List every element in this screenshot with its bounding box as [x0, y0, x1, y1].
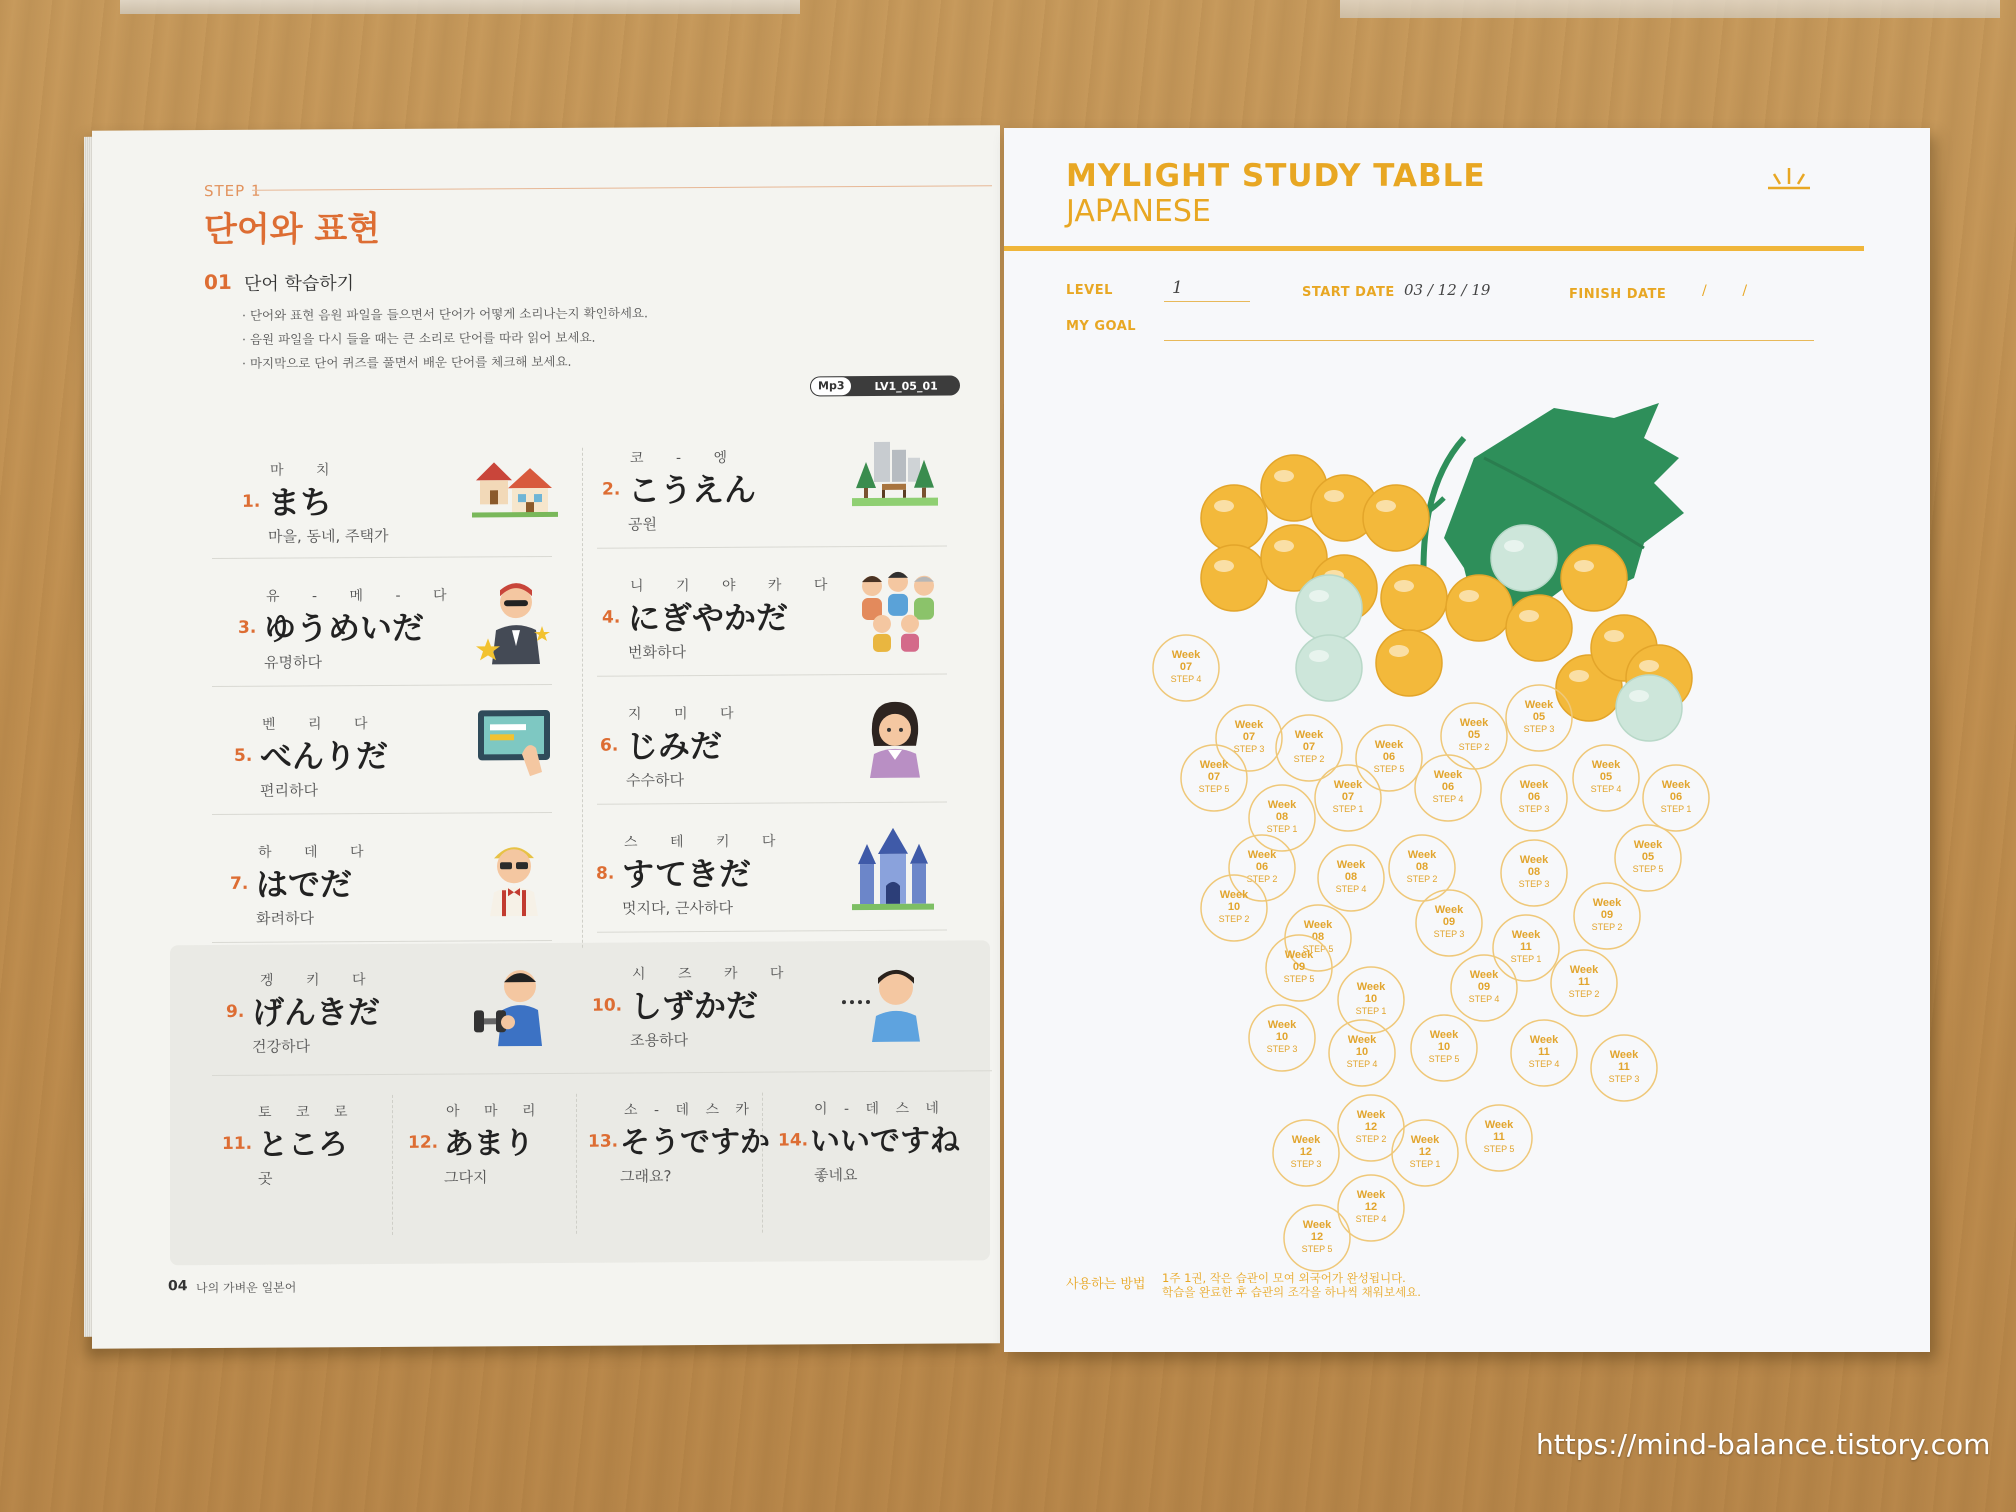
grape-week-number: 08 [1344, 871, 1358, 883]
filled-grape[interactable] [1201, 545, 1267, 611]
filled-grape[interactable] [1616, 675, 1682, 741]
goal-line [1164, 340, 1814, 341]
grape-week-label: Week [1459, 717, 1489, 729]
row-divider [212, 556, 552, 559]
grape-step-label: STEP 4 [1590, 784, 1622, 794]
grape-week-label: Week [1267, 1019, 1297, 1031]
vocab-meaning: 곳 [258, 1169, 273, 1188]
houses-icon [472, 450, 558, 521]
grape-step-label: STEP 2 [1406, 874, 1438, 884]
grape-week-number: 12 [1418, 1146, 1432, 1158]
grape-shine [1309, 650, 1329, 662]
grape-week-label: Week [1410, 1134, 1440, 1146]
grape-week-label: Week [1356, 981, 1386, 993]
textbook-page-left [92, 125, 1000, 1349]
grape-step-label: STEP 2 [1293, 754, 1325, 764]
vocab-word: げんきだ [252, 993, 381, 1032]
vocab-meaning: 유명하다 [264, 653, 322, 672]
vocab-number: 5. [234, 745, 253, 766]
grape-shine [1214, 500, 1234, 512]
instruction-line: · 마지막으로 단어 퀴즈를 풀면서 배운 단어를 체크해 보세요. [242, 353, 572, 371]
grape-week-label: Week [1661, 779, 1691, 791]
grape-week-label: Week [1219, 889, 1249, 901]
vocab-reading: 니 기 야 카 다 [630, 577, 842, 595]
castle-icon [852, 824, 934, 913]
vocab-meaning: 마을, 동네, 주택가 [268, 526, 389, 546]
vocab-reading: 소 - 데 스 카 [624, 1101, 755, 1119]
grape-week-label: Week [1291, 1134, 1321, 1146]
grape-shine [1274, 470, 1294, 482]
grape-week-label: Week [1171, 649, 1201, 661]
grape-week-label: Week [1234, 719, 1264, 731]
grape-shine [1274, 540, 1294, 552]
grape-week-label: Week [1569, 964, 1599, 976]
instruction-line: · 단어와 표현 음원 파일을 들으면서 단어가 어떻게 소리나는지 확인하세요. [242, 305, 648, 323]
grape-shine [1629, 690, 1649, 702]
grape-week-number: 09 [1600, 909, 1614, 921]
finish-date-value[interactable]: / / [1702, 283, 1748, 299]
grape-shine [1376, 500, 1396, 512]
flashy-man-icon [478, 834, 550, 916]
row-divider [212, 812, 552, 815]
grape-week-number: 09 [1292, 961, 1306, 973]
grape-week-label: Week [1333, 779, 1363, 791]
grape-week-label: Week [1434, 904, 1464, 916]
grape-step-label: STEP 3 [1608, 1074, 1640, 1084]
vocab-meaning: 멋지다, 근사하다 [622, 898, 733, 918]
filled-grape[interactable] [1446, 575, 1512, 641]
vocab-meaning: 화려하다 [256, 909, 314, 928]
grape-week-label: Week [1302, 1219, 1332, 1231]
grape-step-label: STEP 4 [1432, 794, 1464, 804]
grape-week-label: Week [1524, 699, 1554, 711]
title-rule [1004, 246, 1864, 251]
start-date-label: START DATE [1302, 285, 1395, 300]
grape-step-label: STEP 1 [1660, 804, 1692, 814]
grape-shine [1324, 490, 1344, 502]
grape-step-label: STEP 3 [1290, 1159, 1322, 1169]
grape-step-label: STEP 1 [1266, 824, 1298, 834]
grape-week-label: Week [1511, 929, 1541, 941]
grape-week-number: 07 [1207, 771, 1221, 783]
vocab-number: 6. [600, 735, 619, 756]
grape-step-label: STEP 5 [1373, 764, 1405, 774]
vocab-word: いいですね [810, 1123, 960, 1160]
grape-step-label: STEP 1 [1409, 1159, 1441, 1169]
park-icon [852, 438, 938, 511]
vocab-reading: 토 코 로 [258, 1104, 358, 1121]
grape-step-label: STEP 3 [1518, 804, 1550, 814]
goal-label: MY GOAL [1066, 319, 1137, 334]
grape-step-label: STEP 2 [1218, 914, 1250, 924]
page-number: 04 [168, 1278, 188, 1295]
grape-step-label: STEP 2 [1458, 742, 1490, 752]
grape-step-label: STEP 5 [1198, 784, 1230, 794]
row-divider [597, 546, 947, 549]
grape-step-label: STEP 4 [1346, 1059, 1378, 1069]
grape-week-number: 07 [1179, 661, 1193, 673]
grape-shine [1214, 560, 1234, 572]
grape-week-number: 08 [1527, 866, 1541, 878]
grape-step-label: STEP 3 [1266, 1044, 1298, 1054]
grape-week-number: 10 [1227, 901, 1241, 913]
grape-week-label: Week [1592, 897, 1622, 909]
vocab-number: 10. [592, 995, 623, 1016]
grape-week-number: 11 [1618, 1061, 1630, 1073]
grape-step-label: STEP 5 [1301, 1244, 1333, 1254]
vocab-word: あまり [444, 1126, 534, 1162]
grape-step-label: STEP 3 [1518, 879, 1550, 889]
grape-shine [1459, 590, 1479, 602]
grape-week-label: Week [1356, 1189, 1386, 1201]
grape-step-label: STEP 5 [1302, 944, 1334, 954]
vocab-word: こうえん [628, 470, 757, 510]
grape-step-label: STEP 3 [1233, 744, 1265, 754]
vocab-reading: 지 미 다 [628, 705, 748, 723]
plastic-sleeve-edge [1340, 0, 2000, 18]
grape-week-number: 10 [1355, 1046, 1369, 1058]
grape-step-label: STEP 1 [1332, 804, 1364, 814]
grape-week-number: 10 [1437, 1041, 1451, 1053]
divider [252, 185, 992, 191]
column-divider [582, 448, 584, 948]
grape-step-label: STEP 4 [1528, 1059, 1560, 1069]
grape-step-label: STEP 2 [1591, 922, 1623, 932]
grape-tracker [1004, 348, 1930, 1358]
vocab-reading: 마 치 [270, 462, 344, 479]
grape-shine [1504, 540, 1524, 552]
sunrise-logo-icon [1764, 162, 1814, 192]
vocab-word: べんりだ [260, 736, 389, 776]
grape-week-number: 11 [1538, 1046, 1550, 1058]
grape-week-label: Week [1294, 729, 1324, 741]
grape-week-number: 09 [1442, 916, 1456, 928]
grape-week-number: 05 [1599, 771, 1613, 783]
vocab-word: はでだ [256, 865, 353, 904]
step-label: STEP 1 [204, 181, 262, 201]
grape-shine [1574, 560, 1594, 572]
grape-step-label: STEP 4 [1355, 1214, 1387, 1224]
start-date-value[interactable]: 03 / 12 / 19 [1404, 281, 1491, 299]
vocab-reading: 시 즈 카 다 [632, 965, 798, 983]
blog-watermark: https://mind-balance.tistory.com [1536, 1428, 1991, 1461]
grape-step-label: STEP 2 [1246, 874, 1278, 884]
grape-week-number: 08 [1275, 811, 1289, 823]
plastic-sleeve-edge [120, 0, 800, 14]
grape-step-label: STEP 2 [1568, 989, 1600, 999]
grape-week-label: Week [1356, 1109, 1386, 1121]
vocab-reading: 유 - 메 - 다 [266, 587, 461, 605]
vocab-word: そうですか [620, 1124, 770, 1161]
grape-week-number: 08 [1415, 861, 1429, 873]
grape-week-label: Week [1519, 854, 1549, 866]
celebrity-icon [476, 576, 556, 666]
grape-week-label: Week [1469, 969, 1499, 981]
grape-shine [1604, 630, 1624, 642]
row-divider [597, 930, 947, 933]
grape-week-label: Week [1433, 769, 1463, 781]
grape-step-label: STEP 4 [1170, 674, 1202, 684]
filled-grape[interactable] [1376, 630, 1442, 696]
filled-grape[interactable] [1363, 485, 1429, 551]
vocab-number: 9. [226, 1001, 245, 1022]
grape-week-number: 06 [1382, 751, 1396, 763]
grape-step-label: STEP 5 [1283, 974, 1315, 984]
vocab-reading: 코 - 엥 [630, 449, 742, 467]
grape-week-number: 12 [1364, 1121, 1378, 1133]
mp3-tag: Mp3 [810, 376, 852, 396]
page-stack-edge [84, 137, 92, 1337]
vocab-reading: 스 테 키 다 [624, 833, 790, 851]
vocab-word: ところ [258, 1127, 348, 1163]
grape-step-label: STEP 2 [1355, 1134, 1387, 1144]
row-divider [212, 684, 552, 687]
filled-grape[interactable] [1201, 485, 1267, 551]
grape-week-number: 12 [1299, 1146, 1313, 1158]
vocab-reading: 겡 키 다 [260, 972, 380, 989]
grape-shine [1309, 590, 1329, 602]
grape-week-number: 10 [1275, 1031, 1289, 1043]
grape-week-number: 12 [1364, 1201, 1378, 1213]
grape-shine [1519, 610, 1539, 622]
filled-grape[interactable] [1491, 525, 1557, 591]
vocab-number: 8. [596, 863, 615, 884]
vocab-meaning: 좋네요 [814, 1166, 858, 1185]
vocab-number: 13. [588, 1131, 619, 1152]
grape-week-label: Week [1374, 739, 1404, 751]
grape-week-label: Week [1633, 839, 1663, 851]
filled-grape[interactable] [1296, 635, 1362, 701]
vocab-word: しずかだ [630, 986, 759, 1026]
crowd-icon [854, 570, 940, 655]
filled-grape[interactable] [1296, 575, 1362, 641]
finish-date-label: FINISH DATE [1569, 287, 1667, 302]
grape-week-number: 08 [1311, 931, 1325, 943]
vocab-reading: 아 마 리 [446, 1103, 546, 1120]
section-title: 단어 학습하기 [244, 273, 355, 295]
grape-step-label: STEP 3 [1523, 724, 1555, 734]
column-divider [762, 1093, 764, 1233]
usage-label: 사용하는 방법 [1066, 1277, 1146, 1292]
grape-week-number: 05 [1641, 851, 1655, 863]
vocab-word: すてきだ [622, 854, 751, 894]
grape-week-number: 05 [1467, 729, 1481, 741]
grape-week-number: 06 [1669, 791, 1683, 803]
instruction-line: · 음원 파일을 다시 들을 때는 큰 소리로 단어를 따라 읽어 보세요. [242, 329, 596, 347]
row-divider [597, 802, 947, 805]
grape-week-number: 05 [1532, 711, 1546, 723]
vocab-meaning: 편리하다 [260, 781, 318, 800]
grape-week-number: 09 [1477, 981, 1491, 993]
vocab-meaning: 조용하다 [630, 1031, 688, 1050]
study-table-title: MYLIGHT STUDY TABLE [1066, 158, 1486, 194]
grape-week-number: 11 [1520, 941, 1532, 953]
vocab-reading: 하 데 다 [258, 844, 378, 861]
vocab-word: まち [268, 483, 333, 522]
vocab-number: 3. [238, 617, 257, 638]
vocab-meaning: 공원 [628, 515, 657, 534]
grape-week-label: Week [1267, 799, 1297, 811]
vocab-reading: 벤 리 다 [262, 716, 382, 733]
page-title: 단어와 표현 [204, 209, 381, 251]
level-value[interactable]: 1 [1172, 278, 1183, 298]
grape-week-label: Week [1519, 779, 1549, 791]
filled-grape[interactable] [1506, 595, 1572, 661]
grape-week-label: Week [1303, 919, 1333, 931]
grape-week-number: 12 [1310, 1231, 1324, 1243]
grape-step-label: STEP 1 [1355, 1006, 1387, 1016]
row-divider [597, 674, 947, 677]
grape-step-label: STEP 5 [1428, 1054, 1460, 1064]
vocab-number: 1. [242, 491, 261, 512]
grape-week-number: 06 [1527, 791, 1541, 803]
vocab-number: 4. [602, 607, 621, 628]
grape-week-label: Week [1591, 759, 1621, 771]
grape-week-label: Week [1284, 949, 1314, 961]
grape-step-label: STEP 3 [1433, 929, 1465, 939]
vocab-word: じみだ [626, 726, 723, 766]
study-table-subtitle: JAPANESE [1066, 194, 1211, 229]
grape-week-number: 07 [1341, 791, 1355, 803]
grape-shine [1569, 670, 1589, 682]
book-title-footer: 나의 가벼운 일본어 [196, 1280, 297, 1296]
level-line [1164, 301, 1250, 302]
vocab-meaning: 건강하다 [252, 1037, 310, 1056]
vocab-number: 7. [230, 873, 249, 894]
vocab-reading: 이 - 데 스 네 [814, 1100, 945, 1118]
grape-week-number: 11 [1578, 976, 1590, 988]
grape-week-label: Week [1529, 1034, 1559, 1046]
grape-week-number: 10 [1364, 993, 1378, 1005]
grape-step-label: STEP 1 [1510, 954, 1542, 964]
grape-shine [1639, 660, 1659, 672]
quiet-man-icon [838, 958, 926, 1043]
column-divider [576, 1094, 578, 1234]
grape-shine [1394, 580, 1414, 592]
grape-week-label: Week [1199, 759, 1229, 771]
vocab-meaning: 번화하다 [628, 643, 686, 662]
vocab-word: にぎやかだ [628, 598, 789, 638]
grape-step-label: STEP 5 [1632, 864, 1664, 874]
grape-week-label: Week [1247, 849, 1277, 861]
section-number: 01 [204, 269, 232, 295]
plain-girl-icon [860, 698, 930, 778]
vocab-number: 2. [602, 479, 621, 500]
vocab-number: 11. [222, 1133, 253, 1154]
grape-step-label: STEP 4 [1468, 994, 1500, 1004]
filled-grape[interactable] [1561, 545, 1627, 611]
grape-week-number: 11 [1493, 1131, 1505, 1143]
vocab-meaning: 그래요? [620, 1167, 672, 1186]
dumbbell-man-icon [470, 964, 550, 1046]
grape-week-number: 07 [1242, 731, 1256, 743]
screen-icon [476, 706, 552, 778]
vocab-number: 14. [778, 1130, 809, 1151]
grape-week-number: 07 [1302, 741, 1316, 753]
level-label: LEVEL [1066, 283, 1113, 298]
study-table-page [1004, 128, 1930, 1352]
grape-week-label: Week [1347, 1034, 1377, 1046]
grape-week-number: 06 [1255, 861, 1269, 873]
vocab-number: 12. [408, 1132, 439, 1153]
vocab-meaning: 수수하다 [626, 771, 684, 790]
vocab-meaning: 그다지 [444, 1168, 488, 1187]
grape-step-label: STEP 5 [1483, 1144, 1515, 1154]
grape-week-label: Week [1407, 849, 1437, 861]
filled-grape[interactable] [1381, 565, 1447, 631]
usage-line: 1주 1권, 작은 습관이 모여 외국어가 완성됩니다. [1162, 1271, 1406, 1285]
grape-week-label: Week [1484, 1119, 1514, 1131]
mp3-badge [810, 375, 960, 396]
usage-line: 학습을 완료한 후 습관의 조각을 하나씩 채워보세요. [1162, 1285, 1421, 1299]
column-divider [392, 1095, 394, 1235]
grape-week-number: 06 [1441, 781, 1455, 793]
grape-step-label: STEP 4 [1335, 884, 1367, 894]
grape-week-label: Week [1609, 1049, 1639, 1061]
grape-week-label: Week [1429, 1029, 1459, 1041]
mp3-code: LV1_05_01 [874, 379, 938, 393]
grape-week-label: Week [1336, 859, 1366, 871]
vocab-word: ゆうめいだ [264, 608, 425, 648]
grape-shine [1389, 645, 1409, 657]
